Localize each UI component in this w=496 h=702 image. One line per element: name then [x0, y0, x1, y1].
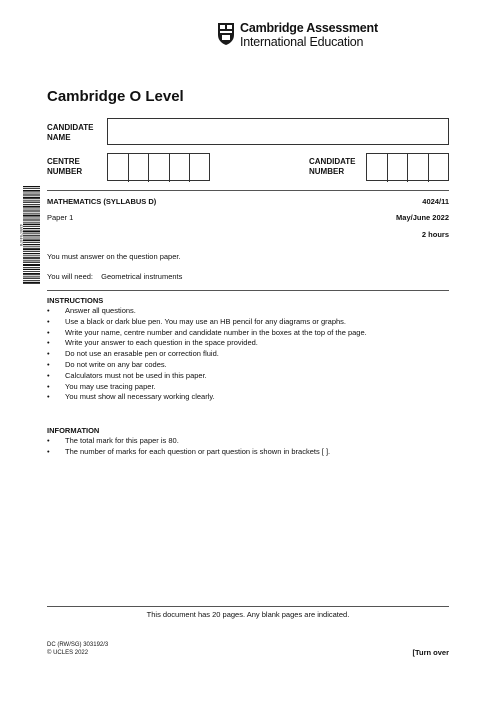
equipment-value: Geometrical instruments [101, 272, 183, 281]
candidate-number-divider [428, 154, 448, 182]
information-item: • The number of marks for each question or part question is shown in brackets [ ]. [47, 447, 330, 458]
centre-number-field[interactable] [107, 153, 210, 181]
centre-number-divider [189, 154, 209, 182]
divider [47, 290, 449, 291]
crest-icon [217, 22, 235, 46]
candidate-number-divider [387, 154, 407, 182]
logo-line-2: International Education [240, 35, 364, 49]
instruction-item: • Write your name, centre number and candidate number in the boxes at the top of the page. [47, 328, 367, 339]
information-heading: INFORMATION [47, 426, 100, 435]
subject-title: MATHEMATICS (SYLLABUS D) [47, 197, 157, 206]
centre-number-label [47, 157, 82, 177]
instruction-item: • Do not use an erasable pen or correction fluid. [47, 349, 367, 360]
answer-note: You must answer on the question paper. [47, 252, 181, 261]
paper-number: Paper 1 [47, 213, 74, 222]
instruction-item: • You may use tracing paper. [47, 382, 367, 393]
information-item: • The total mark for this paper is 80. [47, 436, 330, 447]
candidate-number-field[interactable] [366, 153, 449, 181]
component-code: 4024/11 [422, 197, 449, 206]
instruction-item: • Write your answer to each question in the space provided. [47, 338, 367, 349]
barcode-digits: 4385794678 [19, 223, 24, 247]
candidate-name-label-line2: NAME [47, 133, 71, 142]
divider [47, 190, 449, 191]
candidate-name-label [47, 123, 94, 143]
cambridge-logo [217, 20, 377, 50]
centre-number-divider [169, 154, 189, 182]
equipment-note [47, 272, 182, 281]
instruction-item: • Answer all questions. [47, 306, 367, 317]
instructions-list [47, 306, 367, 403]
instruction-item: • You must show all necessary working clearly. [47, 392, 367, 403]
pages-note: This document has 20 pages. Any blank pages are indicated. [146, 610, 350, 619]
instructions-heading: INSTRUCTIONS [47, 296, 104, 305]
instruction-item: • Do not write on any bar codes. [47, 360, 367, 371]
exam-duration: 2 hours [421, 230, 449, 239]
centre-number-label-line2: NUMBER [47, 167, 83, 176]
doc-code: DC (RW/SG) 303192/3 [47, 642, 109, 648]
centre-number-divider [148, 154, 168, 182]
candidate-number-divider [407, 154, 427, 182]
candidate-number-label-line2: NUMBER [309, 167, 345, 176]
turn-over: [Turn over [412, 648, 449, 657]
equipment-label: You will need: [47, 272, 94, 281]
candidate-number-label-line1: CANDIDATE [309, 157, 356, 166]
barcode [17, 186, 40, 284]
candidate-number-label [309, 157, 356, 177]
divider [47, 606, 449, 607]
exam-session: May/June 2022 [396, 213, 449, 222]
page-title: Cambridge O Level [47, 88, 184, 105]
instruction-item: • Use a black or dark blue pen. You may use an HB pencil for any diagrams or graphs. [47, 317, 367, 328]
candidate-name-label-line1: CANDIDATE [47, 123, 94, 132]
centre-number-label-line1: CENTRE [47, 157, 80, 166]
centre-number-divider [128, 154, 148, 182]
candidate-name-field[interactable] [107, 118, 449, 145]
copyright: © UCLES 2022 [47, 650, 89, 656]
logo-line-1: Cambridge Assessment [240, 21, 378, 35]
instruction-item: • Calculators must not be used in this paper. [47, 371, 367, 382]
information-list [47, 436, 330, 458]
